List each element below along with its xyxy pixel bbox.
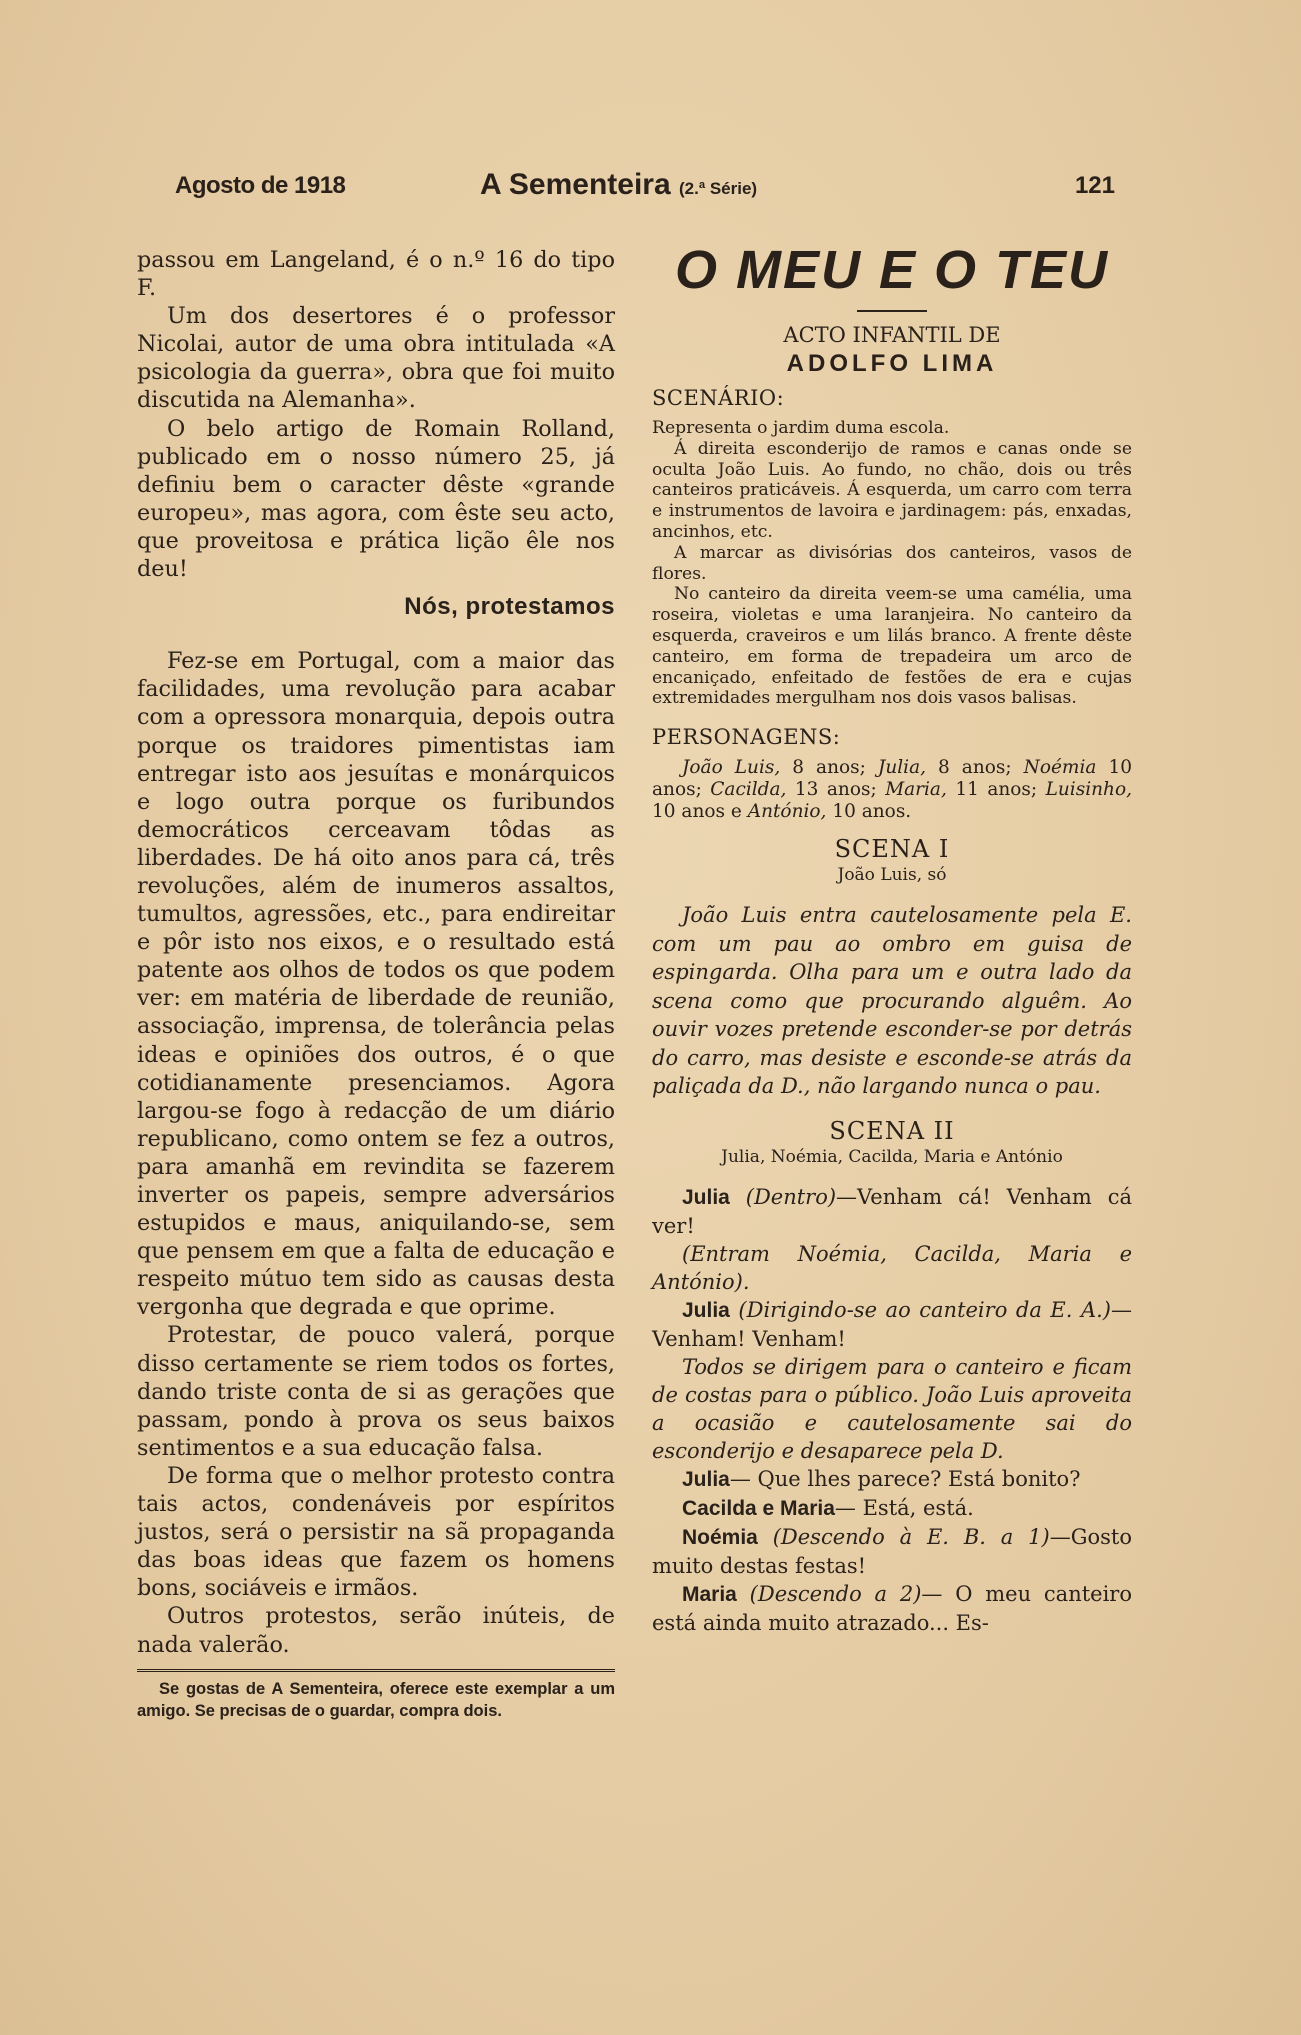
brand-name: A Sementeira,: [271, 1679, 383, 1698]
scenario-paragraph: Representa o jardim duma escola.: [652, 418, 950, 438]
paragraph: Protestar, de pouco valerá, porque disso certamente se riem todos os fortes, dando triste conta de si as gerações que passam, pondo à prova os seus baixos sentimentos e a sua educação falsa.: [137, 1322, 615, 1461]
dialogue-line: Noémia (Descendo à E. B. a 1)—Gosto muito destas festas!: [652, 1524, 1132, 1578]
play-author: ADOLFO LIMA: [786, 350, 998, 377]
dialogue-line: Julia (Dentro)—Venham cá! Venham cá ver!: [652, 1184, 1132, 1238]
publication-title: A Sementeira (2.ª Série): [480, 168, 758, 201]
play-title: O MEU E O TEU: [674, 240, 1110, 300]
dialogue-line: Maria (Descendo a 2)— O meu canteiro está ainda muito atrazado... Es-: [652, 1581, 1132, 1635]
dialogue-line: Julia (Dirigindo-se ao canteiro da E. A.)— Venham! Venham!: [652, 1297, 1132, 1351]
page-number: 121: [1074, 172, 1115, 199]
dialogue-line: Cacilda e Maria— Está, está.: [682, 1495, 974, 1520]
issue-date: Agosto de 1918: [175, 172, 346, 199]
paragraph: passou em Langeland, é o n.º 16 do tipo F.: [137, 247, 615, 302]
divider: [857, 310, 927, 312]
scenario-paragraph: A marcar as divisórias dos canteiros, vasos de flores.: [652, 542, 1132, 584]
paragraph: Fez-se em Portugal, com a maior das facilidades, uma revolução para acabar com a opressora monarquia, depois outra porque os traidores pimentistas iam entregar isto aos jesuítas e monárquicos e logo outra porque os furibundos democráticos cerceavam tôdas as liberdades. De há oito anos para cá, três revoluções, além de inumeros assaltos, tumultos, agressões, etc., para endireitar e pôr isto nos eixos, e o resultado está patente aos olhos de todos os que podem ver: em matéria de liberdade de reunião, associação, imprensa, de tolerância pelas ideas e opiniões dos outros, é o que cotidianamente presenciamos. Agora largou-se fogo à redacção de um diário republicano, como ontem se fez a outros, para amanhã em revindita se fazerem inverter os papeis, sempre adversários estupidos e maus, aniquilando-se, sem que pensem em que a falta de educação e respeito mútuo tem sido as causas desta vergonha que degrada e que oprime.: [137, 648, 615, 1321]
scene-characters: Julia, Noémia, Cacilda, Maria e António: [721, 1146, 1063, 1167]
footer-note: Se gostas de A Sementeira, oferece este exemplar a um amigo. Se precisas de o guardar, compra dois.: [137, 1679, 616, 1720]
left-column: [137, 246, 615, 1722]
play-subtitle: ACTO INFANTIL DE: [783, 323, 1001, 347]
page-header: [175, 168, 1125, 208]
paragraph: Outros protestos, serão inúteis, de nada valerão.: [137, 1603, 615, 1658]
stage-direction: João Luis entra cautelosamente pela E. com um pau ao ombro em guisa de espingarda. Olha para um e outra lado da scena como que procurando alguêm. Ao ouvir vozes pretende esconder-se por detrás do carro, mas desiste e esconde-se atrás da paliçada da D., não largando nunca o pau.: [652, 903, 1132, 1099]
scene-characters: João Luis, só: [837, 865, 947, 886]
section-title: Nós, protestamos: [404, 593, 615, 621]
double-divider: [137, 1669, 615, 1672]
dialogue-line: Todos se dirigem para o canteiro e ficam de costas para o público. João Luis aproveita a ocasião e cautelosamente sai do esconderijo e desaparece pela D.: [652, 1354, 1132, 1463]
characters-list: João Luis, 8 anos; Julia, 8 anos; Noémia 10 anos; Cacilda, 13 anos; Maria, 11 anos; Luisinho, 10 anos e António, 10 anos.: [652, 757, 1132, 823]
paragraph: De forma que o melhor protesto contra tais actos, condenáveis por espíritos justos, será o persistir na sã propaganda das boas ideas que fazem os homens bons, sociáveis e irmãos.: [137, 1462, 615, 1602]
paragraph: Um dos desertores é o professor Nicolai, autor de uma obra intitulada «A psicologia da guerra», obra que foi muito discutida na Alemanha».: [137, 303, 615, 414]
paragraph: O belo artigo de Romain Rolland, publicado em o nosso número 25, já definiu bem o caracter dêste «grande europeu», mas agora, com êste seu acto, que proveitosa e prática lição êle nos deu!: [137, 415, 615, 583]
scene-title: SCENA II: [829, 1116, 955, 1145]
scenario-paragraph: No canteiro da direita veem-se uma camélia, uma roseira, violetas e uma laranjeira. No canteiro da esquerda, craveiros e um lilás branco. A frente dêste canteiro, em forma de trepadeira um arco de encaniçado, enfeitado de festões de era e cujas extremidades mergulham nos dois vasos balisas.: [652, 584, 1132, 709]
scenario-label: SCENÁRIO:: [652, 386, 785, 410]
series-label: (2.ª Série): [678, 179, 758, 198]
right-column: [652, 240, 1132, 1637]
scenario-paragraph: Á direita esconderijo de ramos e canas onde se oculta João Luis. Ao fundo, no chão, dois ou três canteiros praticáveis. Á esquerda, um carro com terra e instrumentos de lavoira e jardinagem: pás, enxadas, ancinhos, etc.: [652, 438, 1132, 542]
dialogue-line: (Entram Noémia, Cacilda, Maria e António).: [652, 1241, 1132, 1294]
dialogue-line: Julia— Que lhes parece? Está bonito?: [682, 1466, 1081, 1491]
scene-title: SCENA I: [834, 835, 950, 864]
personagens-label: PERSONAGENS:: [652, 725, 841, 750]
